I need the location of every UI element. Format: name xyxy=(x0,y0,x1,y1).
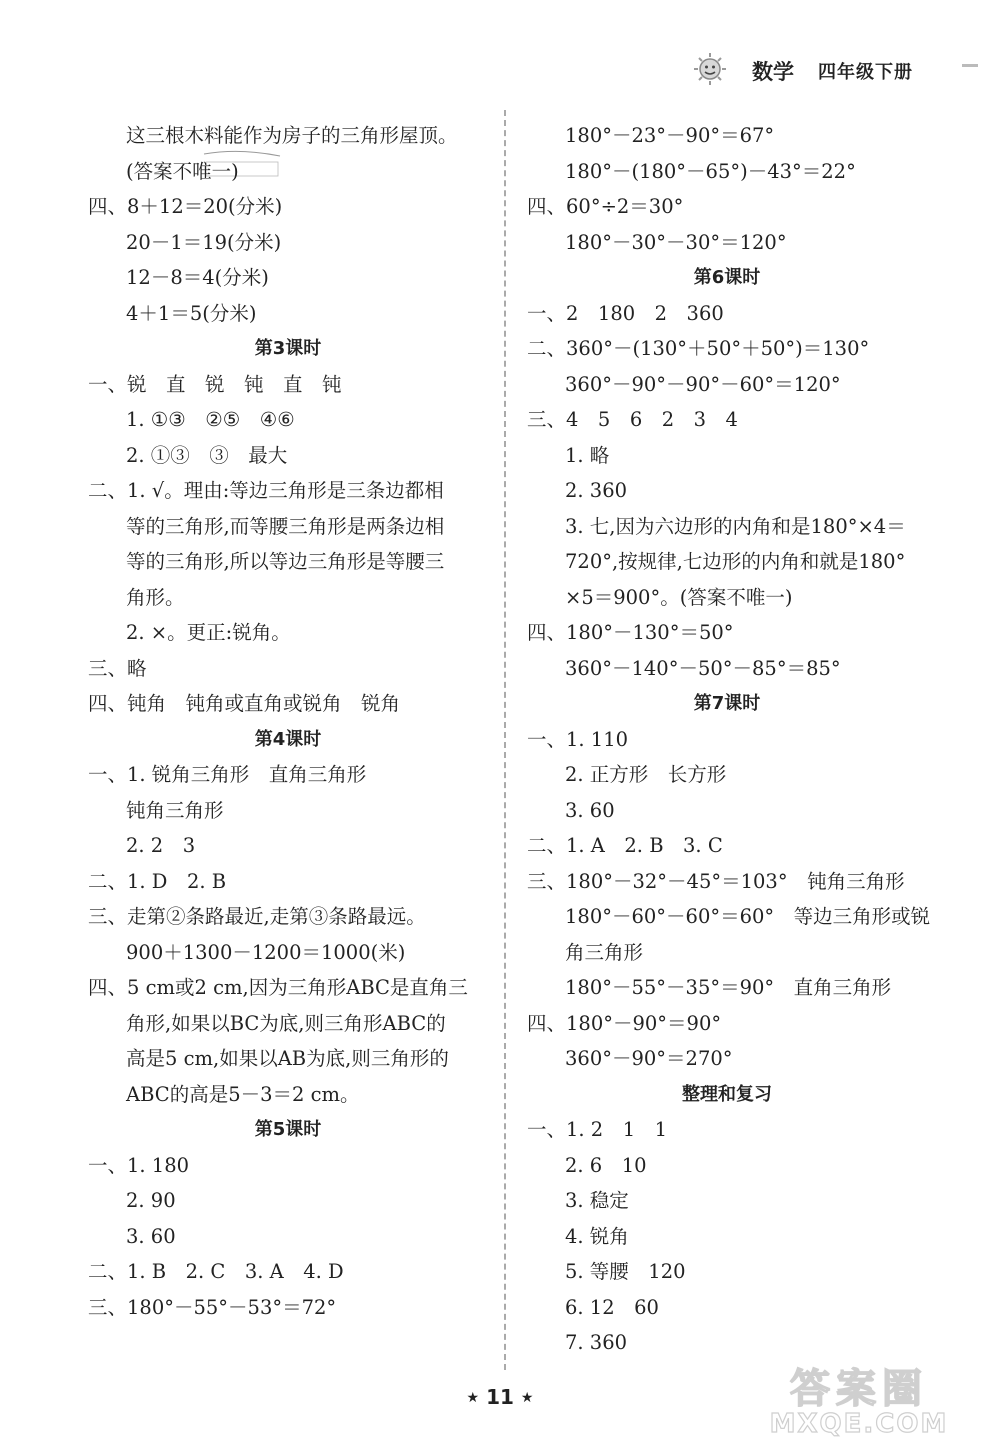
section-heading: 第5课时 xyxy=(254,1119,322,1140)
watermark-text-top: 答案圈 xyxy=(790,1366,928,1412)
answer-line: 20－1＝19(分米) xyxy=(126,230,282,254)
answer-line: 180°－30°－30°＝120° xyxy=(565,230,787,254)
answer-line: 720°,按规律,七边形的内角和就是180° xyxy=(565,550,906,573)
answer-line: 5. 等腰 120 xyxy=(565,1260,686,1283)
page-header xyxy=(690,52,980,86)
answer-line: 二、1. √。理由:等边三角形是三条边都相 xyxy=(88,479,444,502)
answer-line: 角三角形 xyxy=(565,940,644,964)
answer-line: 2. 2 3 xyxy=(126,834,196,857)
star-icon: ★ xyxy=(520,1390,534,1406)
answer-line: 180°－60°－60°＝60° 等边三角形或锐 xyxy=(565,905,931,928)
answer-line: 一、1. 2 1 1 xyxy=(527,1118,668,1141)
answer-line: 2. 6 10 xyxy=(565,1153,647,1177)
answer-line: 2. 正方形 长方形 xyxy=(565,763,727,786)
header-edge-mark xyxy=(962,64,978,67)
section-heading: 第7课时 xyxy=(693,693,761,714)
answer-line: 角形。 xyxy=(126,585,185,609)
star-icon: ★ xyxy=(466,1390,480,1406)
answer-line: 四、钝角 钝角或直角或锐角 锐角 xyxy=(88,692,401,715)
answer-line: 180°－(180°－65°)－43°＝22° xyxy=(565,159,856,183)
answer-line: 一、1. 180 xyxy=(88,1153,190,1177)
answer-line: 一、1. 锐角三角形 直角三角形 xyxy=(88,763,367,786)
answer-line: 1. ①③ ②⑤ ④⑥ xyxy=(126,408,295,431)
answer-line: 二、360°－(130°＋50°＋50°)＝130° xyxy=(527,337,870,360)
answer-line: 2. ×。更正:锐角。 xyxy=(126,621,291,644)
answer-line: 四、180°－90°＝90° xyxy=(527,1011,722,1035)
answer-line: 角形,如果以BC为底,则三角形ABC的 xyxy=(126,1011,446,1035)
answer-line: 3. 60 xyxy=(126,1224,176,1248)
answer-line: (答案不唯一) xyxy=(126,159,239,183)
answer-line: ×5＝900°。(答案不唯一) xyxy=(565,585,793,609)
right-column xyxy=(527,118,931,1361)
answer-line: 900＋1300－1200＝1000(米) xyxy=(126,940,406,964)
answer-line: 3. 60 xyxy=(565,798,615,822)
answer-line: 3. 稳定 xyxy=(565,1189,629,1212)
header-grade: 四年级下册 xyxy=(818,62,913,83)
answer-line: 180°－23°－90°＝67° xyxy=(565,124,775,147)
answer-line: 2. 90 xyxy=(126,1189,176,1212)
answer-line: 等的三角形,而等腰三角形是两条边相 xyxy=(126,514,445,538)
watermark-text-bottom: MXQE.COM xyxy=(769,1409,949,1438)
answer-line: 3. 七,因为六边形的内角和是180°×4＝ xyxy=(565,514,906,538)
answer-line: 360°－140°－50°－85°＝85° xyxy=(565,656,841,680)
answer-line: 1. 略 xyxy=(565,443,610,467)
answer-line: 12－8＝4(分米) xyxy=(126,266,269,289)
section-heading: 整理和复习 xyxy=(682,1083,772,1105)
page-number-text: 11 xyxy=(486,1385,514,1409)
answer-line: ABC的高是5－3＝2 cm。 xyxy=(126,1082,360,1106)
answer-line: 钝角三角形 xyxy=(126,798,224,822)
answer-line: 这三根木料能作为房子的三角形屋顶。 xyxy=(126,124,458,147)
answer-line: 4. 锐角 xyxy=(565,1224,629,1248)
answer-line: 三、走第②条路最近,走第③条路最远。 xyxy=(88,905,426,928)
answer-line: 一、1. 110 xyxy=(527,727,629,751)
answer-line: 7. 360 xyxy=(565,1331,628,1354)
answer-line: 四、8＋12＝20(分米) xyxy=(88,195,283,218)
answer-line: 二、1. B 2. C 3. A 4. D xyxy=(88,1260,344,1283)
answer-line: 2. ①③ ③ 最大 xyxy=(126,443,288,467)
answer-line: 180°－55°－35°＝90° 直角三角形 xyxy=(565,976,892,999)
answer-line: 6. 12 60 xyxy=(565,1295,659,1319)
watermark-logo xyxy=(726,1358,992,1438)
answer-line: 360°－90°＝270° xyxy=(565,1047,733,1070)
sun-logo-icon xyxy=(690,52,730,86)
answer-line: 四、180°－130°＝50° xyxy=(527,621,734,644)
section-heading: 第6课时 xyxy=(693,267,761,288)
answer-line: 三、4 5 6 2 3 4 xyxy=(527,408,738,431)
answer-line: 2. 360 xyxy=(565,479,628,502)
answer-line: 二、1. D 2. B xyxy=(88,869,227,893)
answer-line: 四、60°÷2＝30° xyxy=(527,195,684,218)
answer-line: 四、5 cm或2 cm,因为三角形ABC是直角三 xyxy=(88,976,468,999)
answer-line: 360°－90°－90°－60°＝120° xyxy=(565,372,841,396)
section-heading: 第4课时 xyxy=(254,728,322,750)
column-divider xyxy=(504,110,506,1370)
left-column xyxy=(88,118,488,1325)
section-heading: 第3课时 xyxy=(254,338,322,359)
answer-line: 三、略 xyxy=(88,656,147,680)
answer-line: 4＋1＝5(分米) xyxy=(126,301,257,325)
answer-line: 三、180°－55°－53°＝72° xyxy=(88,1295,337,1319)
answer-line: 一、2 180 2 360 xyxy=(527,301,724,325)
answer-line: 一、锐 直 锐 钝 直 钝 xyxy=(88,372,342,396)
answer-line: 二、1. A 2. B 3. C xyxy=(527,834,723,857)
answer-line: 高是5 cm,如果以AB为底,则三角形的 xyxy=(126,1047,449,1070)
answer-line: 三、180°－32°－45°＝103° 钝角三角形 xyxy=(527,869,905,893)
answer-line: 等的三角形,所以等边三角形是等腰三 xyxy=(126,550,445,573)
header-subject: 数学 xyxy=(752,60,794,84)
